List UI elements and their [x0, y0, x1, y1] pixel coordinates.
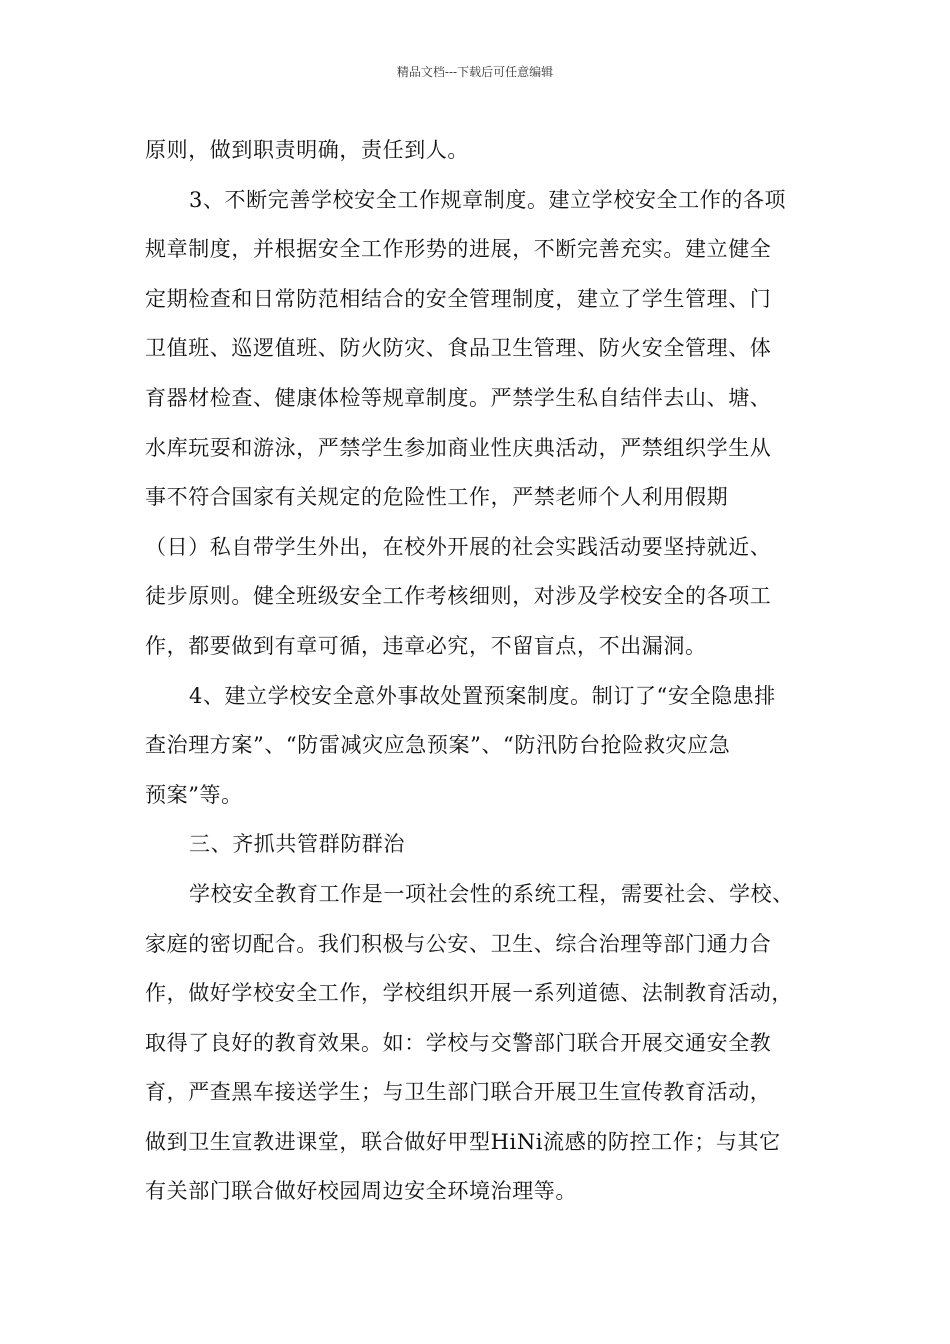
- body-line: 查治理方案”、“防雷减灾应急预案”、“防汛防台抢险救灾应急: [145, 733, 731, 758]
- body-line: 作，都要做到有章可循，违章必究，不留盲点，不出漏洞。: [145, 633, 707, 658]
- body-line: 卫值班、巡逻值班、防火防灾、食品卫生管理、防火安全管理、体: [145, 336, 772, 361]
- page-header: 精品文档---下载后可任意编辑: [396, 65, 554, 79]
- body-line: 事不符合国家有关规定的危险性工作，严禁老师个人利用假期: [145, 485, 729, 510]
- paragraph-item-3-start: 3、不断完善学校安全工作规章制度。建立学校安全工作的各项: [189, 187, 787, 212]
- body-line: 作，做好学校安全工作，学校组织开展一系列道德、法制教育活动，: [145, 981, 793, 1006]
- body-line: 规章制度，并根据安全工作形势的进展，不断完善充实。建立健全: [145, 237, 772, 262]
- body-line: 原则，做到职责明确，责任到人。: [145, 138, 469, 162]
- section-heading: 三、齐抓共管群防群治: [189, 832, 405, 857]
- body-line: 定期检查和日常防范相结合的安全管理制度，建立了学生管理、门: [145, 286, 772, 311]
- body-line: 预案”等。: [145, 782, 243, 807]
- body-line: （日）私自带学生外出，在校外开展的社会实践活动要坚持就近、: [145, 534, 772, 559]
- body-line: 取得了良好的教育效果。如：学校与交警部门联合开展交通安全教: [145, 1030, 772, 1055]
- body-line: 水库玩耍和游泳，严禁学生参加商业性庆典活动，严禁组织学生从: [145, 435, 772, 460]
- paragraph-start: 学校安全教育工作是一项社会性的系统工程，需要社会、学校、: [189, 881, 794, 906]
- body-line: 有关部门联合做好校园周边安全环境治理等。: [145, 1179, 577, 1204]
- document-body: [145, 126, 810, 1217]
- body-line: 育，严查黑车接送学生；与卫生部门联合开展卫生宣传教育活动，: [145, 1080, 772, 1105]
- paragraph-item-4-start: 4、建立学校安全意外事故处置预案制度。制订了“安全隐患排: [189, 683, 776, 708]
- body-line: 徒步原则。健全班级安全工作考核细则，对涉及学校安全的各项工: [145, 584, 772, 609]
- body-line: 育器材检查、健康体检等规章制度。严禁学生私自结伴去山、塘、: [145, 385, 772, 410]
- body-line: 做到卫生宣教进课堂，联合做好甲型HiNi流感的防控工作；与其它: [145, 1129, 781, 1154]
- body-line: 家庭的密切配合。我们积极与公安、卫生、综合治理等部门通力合: [145, 931, 772, 956]
